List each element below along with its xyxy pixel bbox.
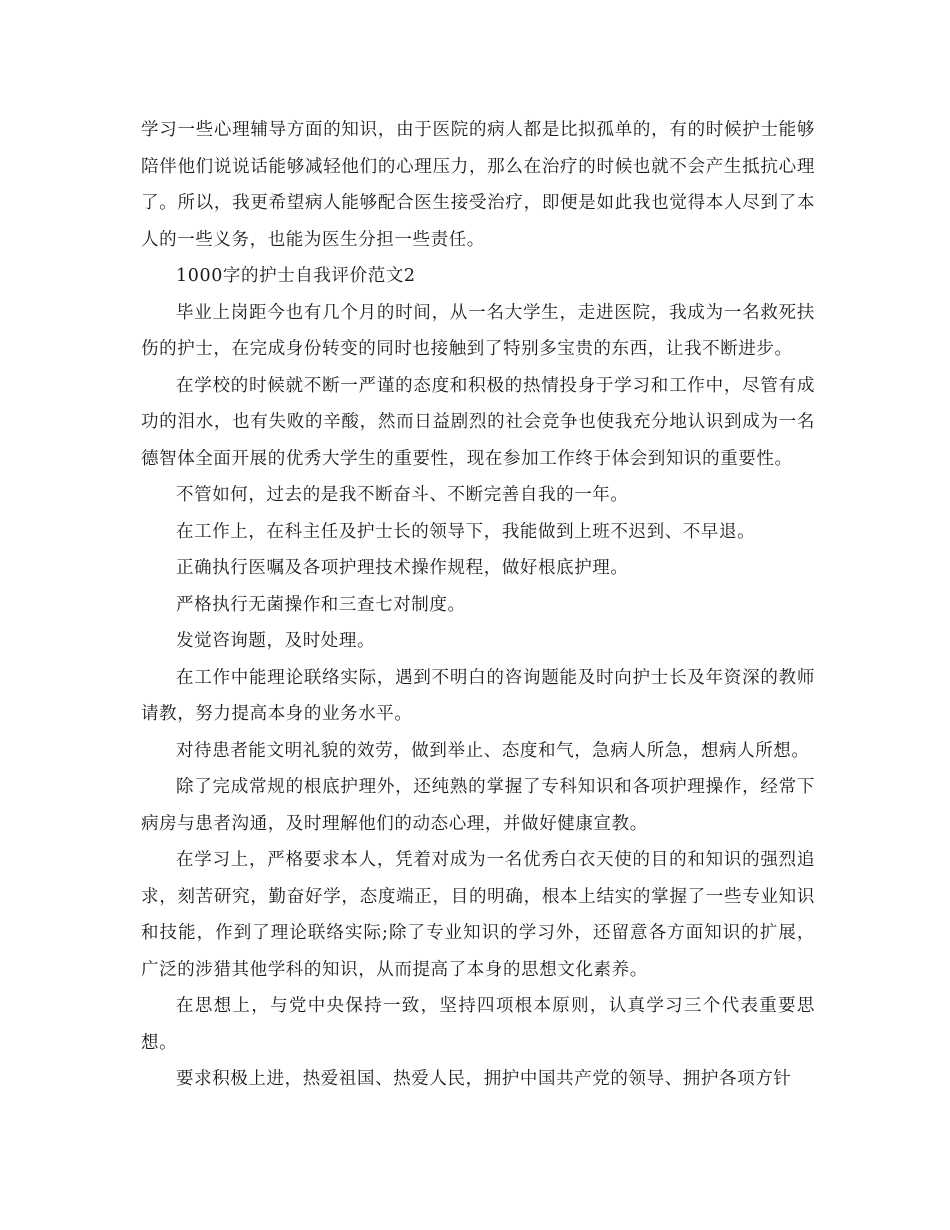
document-body [141,112,815,1098]
paragraph: 要求积极上进，热爱祖国、热爱人民，拥护中国共产党的领导、拥护各项方针 [176,1069,792,1089]
section-heading: 1000字的护士自我评价范文2 [176,266,416,286]
paragraph: 发觉咨询题，及时处理。 [176,631,376,651]
paragraph: 在学习上，严格要求本人，凭着对成为一名优秀白衣天使的目的和知识的强烈追求，刻苦研究，勤奋好学，态度端正，目的明确，根本上结实的掌握了一些专业知识和技能，作到了理论联络实际;除了专业知识的学习外，还留意各方面知识的扩展，广泛的涉猎其他学科的知识，从而提高了本身的思想文化素养。 [141,850,815,980]
paragraph-continuation: 学习一些心理辅导方面的知识，由于医院的病人都是比拟孤单的，有的时候护士能够陪伴他们说说话能够减轻他们的心理压力，那么在治疗的时候也就不会产生抵抗心理了。所以，我更希望病人能够配合医生接受治疗，即便是如此我也觉得本人尽到了本人的一些义务，也能为医生分担一些责任。 [141,120,815,250]
paragraph: 在思想上，与党中央保持一致，坚持四项根本原则，认真学习三个代表重要思想。 [141,996,815,1053]
paragraph: 在工作中能理论联络实际，遇到不明白的咨询题能及时向护士长及年资深的教师请教，努力提高本身的业务水平。 [141,667,815,724]
paragraph: 对待患者能文明礼貌的效劳，做到举止、态度和气，急病人所急，想病人所想。 [176,740,810,761]
paragraph: 正确执行医嘱及各项护理技术操作规程，做好根底护理。 [176,558,629,578]
paragraph: 不管如何，过去的是我不断奋斗、不断完善自我的一年。 [176,485,629,505]
paragraph: 毕业上岗距今也有几个月的时间，从一名大学生，走进医院，我成为一名救死扶伤的护士，在完成身份转变的同时也接触到了特别多宝贵的东西，让我不断进步。 [141,302,815,359]
paragraph: 在工作上，在科主任及护士长的领导下，我能做到上班不迟到、不早退。 [176,521,756,542]
paragraph: 除了完成常规的根底护理外，还纯熟的掌握了专科知识和各项护理操作，经常下病房与患者沟通，及时理解他们的动态心理，并做好健康宣教。 [141,777,815,834]
paragraph: 在学校的时候就不断一严谨的态度和积极的热情投身于学习和工作中，尽管有成功的泪水，也有失败的辛酸，然而日益剧烈的社会竞争也使我充分地认识到成为一名德智体全面开展的优秀大学生的重要性，现在参加工作终于体会到知识的重要性。 [141,375,815,469]
paragraph: 严格执行无菌操作和三查七对制度。 [176,594,466,615]
